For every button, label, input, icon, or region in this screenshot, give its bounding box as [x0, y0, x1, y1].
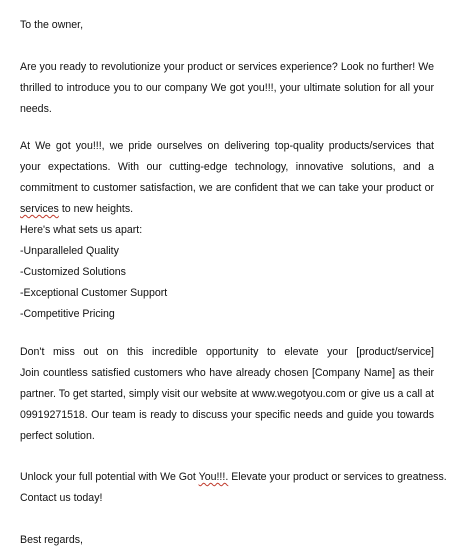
pride-line: commitment to customer satisfaction, we are confident that we can take your product or: [20, 182, 434, 194]
feature-item: -Customized Solutions: [20, 266, 126, 278]
features-section: [20, 220, 434, 325]
unlock-paragraph: [20, 467, 447, 509]
pride-line: At We got you!!!, we pride ourselves on delivering top-quality products/services that: [20, 140, 434, 152]
unlock-after: Elevate your product or services to greatness.: [228, 471, 447, 483]
pride-line-last: [20, 199, 434, 220]
cta-line: 09919271518. Our team is ready to discuss your specific needs and guide you towards: [20, 409, 434, 421]
contact-line: Contact us today!: [20, 492, 103, 504]
unlock-line: [20, 467, 447, 488]
feature-item: -Exceptional Customer Support: [20, 287, 168, 299]
cta-line: perfect solution.: [20, 430, 95, 442]
intro-paragraph: [20, 57, 434, 120]
cta-line: Join countless satisfied customers who have already chosen [Company Name] as their: [20, 367, 434, 379]
cta-line: Don't miss out on this incredible opportunity to elevate your [product/service]: [20, 346, 434, 358]
misspelled-word: services: [20, 203, 59, 215]
misspelled-word: You!!!.: [198, 471, 229, 483]
intro-line: Are you ready to revolutionize your product or services experience? Look no further! We: [20, 61, 434, 73]
feature-item: -Competitive Pricing: [20, 308, 115, 320]
unlock-before: Unlock your full potential with We Got: [20, 471, 199, 483]
pride-paragraph: [20, 136, 434, 220]
salutation: To the owner,: [20, 19, 84, 31]
features-heading: Here's what sets us apart:: [20, 224, 143, 236]
intro-line: thrilled to introduce you to our company We got you!!!, your ultimate solution for all your: [20, 82, 434, 94]
closing: Best regards,: [20, 534, 84, 546]
cta-paragraph: [20, 342, 434, 447]
intro-line: needs.: [20, 103, 52, 115]
pride-line: your expectations. With our cutting-edge technology, innovative solutions, and a: [20, 161, 434, 173]
cta-line: partner. To get started, simply visit our website at www.wegotyou.com or give us a call at: [20, 388, 434, 400]
pride-line-rest: to new heights.: [61, 203, 134, 215]
feature-item: -Unparalleled Quality: [20, 245, 119, 257]
